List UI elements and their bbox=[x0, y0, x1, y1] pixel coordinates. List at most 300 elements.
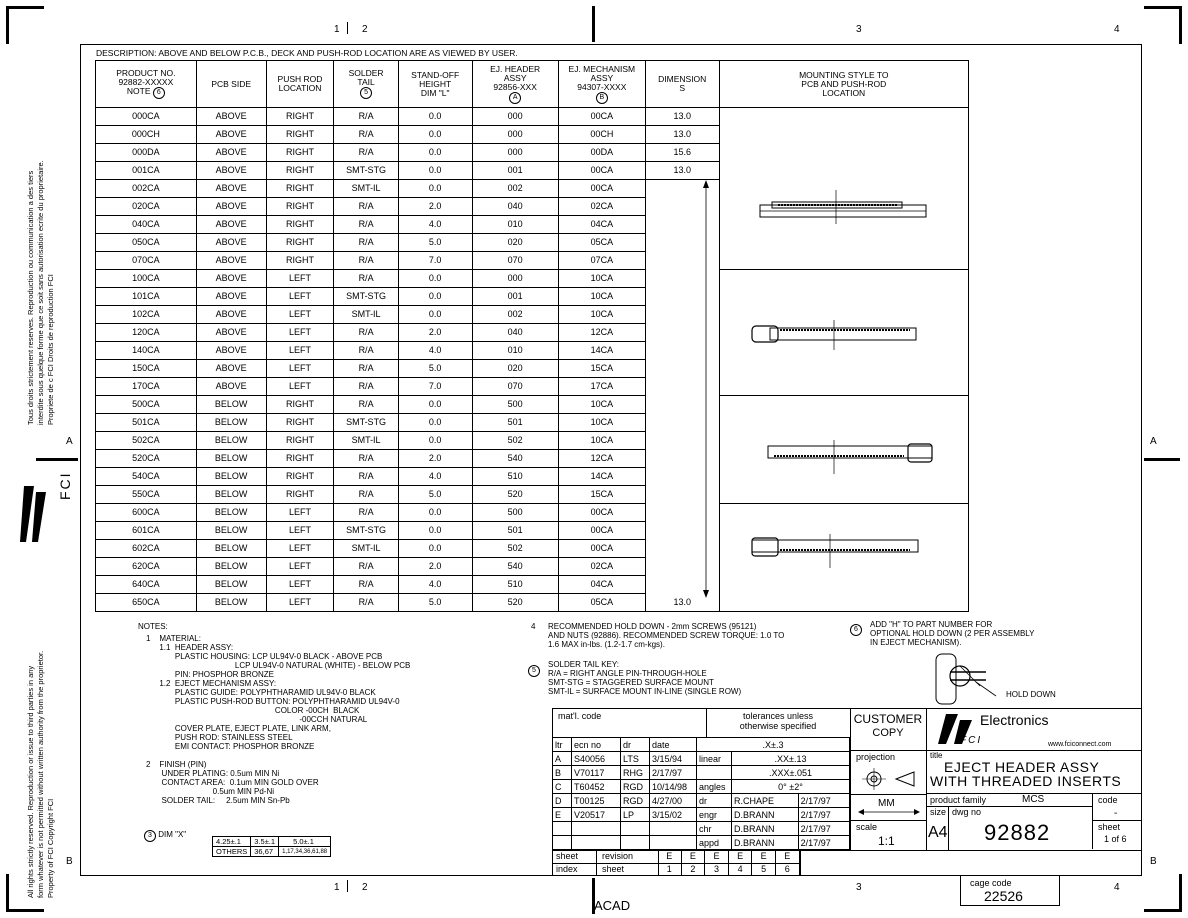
description: DESCRIPTION: ABOVE AND BELOW P.C.B., DECK AND PUSH-ROD LOCATION ARE AS VIEWED BY USER. bbox=[96, 48, 518, 58]
zone-label: B bbox=[66, 856, 73, 867]
table-cell: RIGHT bbox=[266, 198, 334, 216]
table-cell: 020 bbox=[472, 360, 558, 378]
size-label: size bbox=[930, 807, 947, 817]
table-cell: 170CA bbox=[96, 378, 197, 396]
zone-label: 3 bbox=[856, 24, 862, 35]
table-cell: R/A bbox=[334, 126, 398, 144]
col-product-no: PRODUCT NO. 92882-XXXXX NOTE 6 bbox=[96, 61, 197, 108]
dim-x-cell: OTHERS bbox=[213, 847, 251, 857]
customer-copy: CUSTOMER COPY bbox=[853, 712, 923, 739]
table-cell: ABOVE bbox=[196, 306, 266, 324]
table-cell: 02CA bbox=[558, 198, 645, 216]
table-cell: 07CA bbox=[558, 252, 645, 270]
table-cell: 04CA bbox=[558, 576, 645, 594]
note-mark: A bbox=[509, 92, 521, 104]
table-cell: RIGHT bbox=[266, 126, 334, 144]
table-cell: 00CA bbox=[558, 180, 645, 198]
notes-left bbox=[146, 634, 410, 805]
code-value: - bbox=[1114, 808, 1118, 819]
table-cell: 101CA bbox=[96, 288, 197, 306]
signature-row: chr D.BRANN 2/17/97 bbox=[553, 822, 850, 836]
fci-logo-icon bbox=[20, 484, 50, 544]
table-cell: 540 bbox=[472, 558, 558, 576]
table-cell: 000CH bbox=[96, 126, 197, 144]
company-logo-text: FCI bbox=[960, 735, 983, 746]
zone-label: 1 bbox=[334, 24, 340, 35]
note-3-label: DIM "X" bbox=[158, 830, 187, 839]
table-cell: 070 bbox=[472, 252, 558, 270]
table-cell: 05CA bbox=[558, 594, 645, 612]
table-cell: SMT-IL bbox=[334, 432, 398, 450]
table-cell: SMT-IL bbox=[334, 180, 398, 198]
table-cell: 0.0 bbox=[398, 306, 472, 324]
table-cell: 00CA bbox=[558, 108, 645, 126]
dim-x-cell: 36,67 bbox=[251, 847, 279, 857]
note-line: PLASTIC PUSH-ROD BUTTON: POLYPHTHARAMID UL94V-0 bbox=[146, 697, 400, 706]
table-row bbox=[96, 396, 969, 414]
zone-label: 3 bbox=[856, 882, 862, 893]
table-cell: BELOW bbox=[196, 468, 266, 486]
copyright-french: Tous droits strictement reserves. Reproduction ou communication a des tiers interdite sous quelque forme que ce soit sans autorisation ecrite du proprietaire. Propriete de c FCI Droits de reproduction FCI bbox=[26, 160, 55, 425]
table-cell: 12CA bbox=[558, 450, 645, 468]
rev-header: dr bbox=[621, 738, 650, 752]
notes-title: NOTES: bbox=[138, 622, 168, 631]
table-cell: R/A bbox=[334, 450, 398, 468]
table-cell: R/A bbox=[334, 108, 398, 126]
zone-divider bbox=[347, 22, 348, 34]
dimension-cell: 13.0 bbox=[645, 108, 719, 126]
table-cell: 2.0 bbox=[398, 450, 472, 468]
rev-header: ltr bbox=[553, 738, 572, 752]
table-cell: 001CA bbox=[96, 162, 197, 180]
table-cell: 040CA bbox=[96, 216, 197, 234]
table-cell: RIGHT bbox=[266, 450, 334, 468]
zone-label: 1 bbox=[334, 882, 340, 893]
sheet-label: sheet bbox=[1098, 822, 1121, 832]
sheet-num: 6 bbox=[776, 864, 800, 876]
dim-x-cell: 3.5±.1 bbox=[251, 837, 279, 847]
table-header-row bbox=[96, 61, 969, 108]
note-mark: 6 bbox=[153, 87, 165, 99]
table-cell: 05CA bbox=[558, 234, 645, 252]
table-cell: 010 bbox=[472, 216, 558, 234]
table-cell: ABOVE bbox=[196, 378, 266, 396]
units-arrow-icon bbox=[858, 808, 920, 816]
zone-label: 2 bbox=[362, 882, 368, 893]
table-cell: 600CA bbox=[96, 504, 197, 522]
center-mark bbox=[592, 6, 595, 42]
crop-mark bbox=[1179, 6, 1182, 44]
table-cell: 5.0 bbox=[398, 594, 472, 612]
sheet-rev: E bbox=[752, 851, 776, 864]
table-cell: ABOVE bbox=[196, 252, 266, 270]
revision-row: E V20517 LP 3/15/02 engr D.BRANN 2/17/97 bbox=[553, 808, 850, 822]
sheet-num: 4 bbox=[729, 864, 753, 876]
col-ej-mechanism: EJ. MECHANISM ASSY 94307-XXXX B bbox=[558, 61, 645, 108]
table-cell: RIGHT bbox=[266, 234, 334, 252]
center-mark bbox=[36, 458, 78, 461]
table-cell: SMT-IL bbox=[334, 306, 398, 324]
table-cell: 17CA bbox=[558, 378, 645, 396]
company-name: Electronics bbox=[980, 712, 1049, 728]
table-cell: 14CA bbox=[558, 342, 645, 360]
zone-label: 4 bbox=[1114, 882, 1120, 893]
matl-code-label: mat'l. code bbox=[558, 711, 602, 721]
dim-x-cell: 4.25±.1 bbox=[213, 837, 251, 847]
col-pcb-side: PCB SIDE bbox=[196, 61, 266, 108]
table-cell: 00CA bbox=[558, 162, 645, 180]
crop-mark bbox=[1144, 6, 1182, 9]
revision-row: B V70117 RHG 2/17/97 .XXX±.051 bbox=[553, 766, 850, 780]
sheet-index-label: sheet bbox=[556, 851, 579, 861]
table-cell: R/A bbox=[334, 342, 398, 360]
table-cell: ABOVE bbox=[196, 198, 266, 216]
table-cell: SMT-STG bbox=[334, 288, 398, 306]
table-cell: 00DA bbox=[558, 144, 645, 162]
note-line: PLASTIC GUIDE: POLYPHTHARAMID UL94V-0 BLACK bbox=[146, 688, 376, 697]
revision-header-row bbox=[553, 738, 850, 752]
table-cell: 04CA bbox=[558, 216, 645, 234]
dimension-arrow bbox=[700, 180, 712, 598]
table-cell: RIGHT bbox=[266, 396, 334, 414]
table-cell: 550CA bbox=[96, 486, 197, 504]
note-line: 1.2 EJECT MECHANISM ASSY: bbox=[146, 679, 277, 688]
table-cell: 120CA bbox=[96, 324, 197, 342]
mounting-style-cell bbox=[719, 108, 968, 270]
zone-label: A bbox=[1150, 436, 1157, 447]
table-cell: 0.0 bbox=[398, 396, 472, 414]
table-cell: R/A bbox=[334, 252, 398, 270]
table-cell: R/A bbox=[334, 198, 398, 216]
tol-x: .X±.3 bbox=[697, 738, 850, 752]
sheet-rev: E bbox=[682, 851, 706, 864]
table-cell: BELOW bbox=[196, 432, 266, 450]
note-line: PLASTIC HOUSING: LCP UL94V-0 BLACK - ABOVE PCB bbox=[146, 652, 383, 661]
sheet-rev: E bbox=[729, 851, 753, 864]
acad-label: ACAD bbox=[594, 898, 631, 913]
crop-mark bbox=[1179, 874, 1182, 912]
table-cell: ABOVE bbox=[196, 108, 266, 126]
size-value: A4 bbox=[928, 824, 948, 841]
tolerances-label: tolerances unless otherwise specified bbox=[739, 711, 817, 731]
table-cell: 00CA bbox=[558, 540, 645, 558]
table-row bbox=[96, 108, 969, 126]
table-cell: 0.0 bbox=[398, 414, 472, 432]
table-cell: LEFT bbox=[266, 306, 334, 324]
table-cell: 10CA bbox=[558, 270, 645, 288]
table-cell: LEFT bbox=[266, 522, 334, 540]
col-mounting: MOUNTING STYLE TO PCB AND PUSH-ROD LOCATION bbox=[719, 61, 968, 108]
cage-code-label: cage code bbox=[970, 878, 1012, 888]
table-cell: 10CA bbox=[558, 288, 645, 306]
table-cell: LEFT bbox=[266, 576, 334, 594]
table-cell: 4.0 bbox=[398, 216, 472, 234]
table-cell: RIGHT bbox=[266, 216, 334, 234]
table-cell: 000DA bbox=[96, 144, 197, 162]
note-line bbox=[146, 751, 410, 760]
table-cell: R/A bbox=[334, 486, 398, 504]
center-mark bbox=[1144, 458, 1180, 461]
crop-mark bbox=[6, 909, 44, 912]
dim-x-table bbox=[212, 836, 331, 857]
table-cell: 040 bbox=[472, 198, 558, 216]
table-cell: 10CA bbox=[558, 414, 645, 432]
note-6: ADD "H" TO PART NUMBER FOR OPTIONAL HOLD DOWN (2 PER ASSEMBLY IN EJECT MECHANISM). bbox=[870, 620, 1035, 647]
crop-mark bbox=[6, 6, 44, 9]
note-line: UNDER PLATING: 0.5um MIN Ni bbox=[146, 769, 280, 778]
table-cell: 0.0 bbox=[398, 126, 472, 144]
table-cell: 0.0 bbox=[398, 504, 472, 522]
scale-label: scale bbox=[856, 822, 878, 832]
revision-row: A S40056 LTS 3/15/94 linear .XX±.13 bbox=[553, 752, 850, 766]
dimension-cell: 13.0 bbox=[645, 594, 719, 612]
sheet-index-label: revision bbox=[602, 851, 634, 861]
table-cell: ABOVE bbox=[196, 144, 266, 162]
table-cell: BELOW bbox=[196, 576, 266, 594]
dwg-no-label: dwg no bbox=[952, 807, 982, 817]
note-line: 1.1 HEADER ASSY: bbox=[146, 643, 234, 652]
table-cell: 0.0 bbox=[398, 162, 472, 180]
note-line: LCP UL94V-0 NATURAL (WHITE) - BELOW PCB bbox=[146, 661, 411, 670]
table-cell: ABOVE bbox=[196, 126, 266, 144]
table-cell: RIGHT bbox=[266, 252, 334, 270]
table-cell: 501CA bbox=[96, 414, 197, 432]
table-cell: 002 bbox=[472, 180, 558, 198]
sheet-rev: E bbox=[658, 851, 682, 864]
copyright-english: All rights strictly reserved. Reproduction or issue to third parties in any form whatever is not permitted without written authority from the proprietor. Property of FCI Copyright FCI bbox=[26, 650, 55, 898]
drawing-title: EJECT HEADER ASSY WITH THREADED INSERTS bbox=[930, 759, 1122, 789]
table-cell: 0.0 bbox=[398, 270, 472, 288]
table-cell: LEFT bbox=[266, 270, 334, 288]
table-cell: 5.0 bbox=[398, 360, 472, 378]
table-cell: 000 bbox=[472, 270, 558, 288]
table-cell: R/A bbox=[334, 144, 398, 162]
table-cell: LEFT bbox=[266, 594, 334, 612]
signature-row: appd D.BRANN 2/17/97 bbox=[553, 836, 850, 850]
table-cell: LEFT bbox=[266, 324, 334, 342]
table-cell: 140CA bbox=[96, 342, 197, 360]
table-cell: 000CA bbox=[96, 108, 197, 126]
table-cell: 500CA bbox=[96, 396, 197, 414]
table-cell: 070 bbox=[472, 378, 558, 396]
crop-mark bbox=[1144, 909, 1182, 912]
note-5: SOLDER TAIL KEY: R/A = RIGHT ANGLE PIN-THROUGH-HOLE SMT-STG = STAGGERED SURFACE MOUNT SMT-IL = SURFACE MOUNT IN-LINE (SINGLE ROW) bbox=[548, 660, 742, 696]
sheet-num: 5 bbox=[752, 864, 776, 876]
table-cell: 640CA bbox=[96, 576, 197, 594]
zone-label: 4 bbox=[1114, 24, 1120, 35]
table-cell: R/A bbox=[334, 558, 398, 576]
mounting-style-drawing bbox=[758, 190, 930, 224]
col-push-rod: PUSH ROD LOCATION bbox=[266, 61, 334, 108]
table-cell: BELOW bbox=[196, 396, 266, 414]
sheet-num: 1 bbox=[658, 864, 682, 876]
note-5-mark bbox=[528, 659, 540, 677]
zone-label: 2 bbox=[362, 24, 368, 35]
note-mark: 3 bbox=[144, 830, 156, 842]
table-cell: SMT-IL bbox=[334, 540, 398, 558]
table-cell: BELOW bbox=[196, 414, 266, 432]
table-cell: BELOW bbox=[196, 504, 266, 522]
table-cell: 02CA bbox=[558, 558, 645, 576]
sheet-rev: E bbox=[776, 851, 800, 864]
table-cell: 4.0 bbox=[398, 468, 472, 486]
table-cell: R/A bbox=[334, 396, 398, 414]
website: www.fciconnect.com bbox=[1048, 741, 1112, 748]
table-cell: RIGHT bbox=[266, 414, 334, 432]
dimension-cell: 13.0 bbox=[645, 162, 719, 180]
table-cell: 000 bbox=[472, 144, 558, 162]
table-cell: 0.0 bbox=[398, 144, 472, 162]
table-cell: 070CA bbox=[96, 252, 197, 270]
table-cell: 0.0 bbox=[398, 288, 472, 306]
dimension-cell: 13.0 bbox=[645, 126, 719, 144]
table-cell: 4.0 bbox=[398, 576, 472, 594]
hold-down-drawing bbox=[930, 652, 1000, 708]
mounting-style-drawing bbox=[750, 534, 922, 568]
projection-symbol-icon bbox=[862, 768, 920, 790]
table-cell: 020CA bbox=[96, 198, 197, 216]
table-cell: BELOW bbox=[196, 450, 266, 468]
table-cell: LEFT bbox=[266, 342, 334, 360]
table-cell: BELOW bbox=[196, 540, 266, 558]
table-cell: LEFT bbox=[266, 360, 334, 378]
table-cell: BELOW bbox=[196, 522, 266, 540]
table-cell: BELOW bbox=[196, 486, 266, 504]
table-cell: R/A bbox=[334, 216, 398, 234]
table-cell: 10CA bbox=[558, 396, 645, 414]
table-cell: BELOW bbox=[196, 594, 266, 612]
table-cell: ABOVE bbox=[196, 360, 266, 378]
table-cell: R/A bbox=[334, 594, 398, 612]
table-row bbox=[96, 270, 969, 288]
mounting-style-drawing bbox=[764, 440, 936, 474]
note-line: 0.5um MIN Pd-Ni bbox=[146, 787, 275, 796]
table-cell: 002 bbox=[472, 306, 558, 324]
dim-x-cell: 1,17,34,36,61,88 bbox=[279, 847, 331, 857]
sheet-value: 1 of 6 bbox=[1104, 834, 1127, 844]
table-cell: 0.0 bbox=[398, 540, 472, 558]
table-cell: ABOVE bbox=[196, 342, 266, 360]
note-line: COLOR -00CH BLACK bbox=[146, 706, 360, 715]
table-cell: ABOVE bbox=[196, 180, 266, 198]
table-cell: BELOW bbox=[196, 558, 266, 576]
cage-code: 22526 bbox=[984, 888, 1023, 904]
units: MM bbox=[878, 798, 895, 809]
crop-mark bbox=[6, 6, 9, 44]
note-6-mark bbox=[850, 618, 862, 636]
table-cell: R/A bbox=[334, 576, 398, 594]
table-cell: R/A bbox=[334, 468, 398, 486]
dimension-cell: 15.6 bbox=[645, 144, 719, 162]
table-cell: 5.0 bbox=[398, 234, 472, 252]
note-mark: B bbox=[596, 92, 608, 104]
table-cell: 010 bbox=[472, 342, 558, 360]
table-cell: RIGHT bbox=[266, 144, 334, 162]
table-cell: R/A bbox=[334, 270, 398, 288]
projection-label: projection bbox=[856, 752, 896, 762]
table-cell: SMT-STG bbox=[334, 414, 398, 432]
zone-label: A bbox=[66, 436, 73, 447]
table-cell: ABOVE bbox=[196, 216, 266, 234]
table-cell: 050CA bbox=[96, 234, 197, 252]
title-label: title bbox=[930, 751, 943, 760]
table-cell: RIGHT bbox=[266, 468, 334, 486]
code-label: code bbox=[1098, 795, 1118, 805]
table-cell: LEFT bbox=[266, 504, 334, 522]
table-cell: 00CH bbox=[558, 126, 645, 144]
note-mark: 5 bbox=[528, 665, 540, 677]
table-cell: SMT-STG bbox=[334, 162, 398, 180]
sheet-rev: E bbox=[705, 851, 729, 864]
table-cell: 502 bbox=[472, 540, 558, 558]
fci-logo-text: FCI bbox=[57, 471, 73, 500]
sheet-num: 3 bbox=[705, 864, 729, 876]
table-cell: 0.0 bbox=[398, 180, 472, 198]
table-cell: R/A bbox=[334, 324, 398, 342]
table-cell: 501 bbox=[472, 522, 558, 540]
table-cell: RIGHT bbox=[266, 162, 334, 180]
table-cell: 4.0 bbox=[398, 342, 472, 360]
note-line: -00CCH NATURAL bbox=[146, 715, 368, 724]
table-cell: R/A bbox=[334, 234, 398, 252]
note-line: COVER PLATE, EJECT PLATE, LINK ARM, bbox=[146, 724, 331, 733]
note-mark: 6 bbox=[850, 624, 862, 636]
table-cell: LEFT bbox=[266, 558, 334, 576]
note-3 bbox=[144, 830, 186, 842]
table-cell: 2.0 bbox=[398, 324, 472, 342]
table-cell: 7.0 bbox=[398, 378, 472, 396]
table-cell: 020 bbox=[472, 234, 558, 252]
table-cell: ABOVE bbox=[196, 288, 266, 306]
mounting-style-drawing bbox=[750, 320, 922, 350]
table-cell: 2.0 bbox=[398, 558, 472, 576]
col-solder-tail: SOLDER TAIL 5 bbox=[334, 61, 398, 108]
table-cell: 5.0 bbox=[398, 486, 472, 504]
table-cell: 000 bbox=[472, 108, 558, 126]
zone-label: B bbox=[1150, 856, 1157, 867]
note-4-number: 4 bbox=[531, 622, 536, 631]
table-cell: 15CA bbox=[558, 486, 645, 504]
note-4: RECOMMENDED HOLD DOWN - 2mm SCREWS (95121) AND NUTS (92886). RECOMMENDED SCREW TORQUE: 1.0 TO 1.6 MAX in-lbs. (1.2-1.7 cm-kgs). bbox=[548, 622, 785, 649]
table-cell: 500 bbox=[472, 396, 558, 414]
table-cell: 502 bbox=[472, 432, 558, 450]
rev-header: ecn no bbox=[572, 738, 621, 752]
table-cell: 540 bbox=[472, 450, 558, 468]
table-row bbox=[96, 504, 969, 522]
table-cell: 620CA bbox=[96, 558, 197, 576]
table-cell: 10CA bbox=[558, 306, 645, 324]
table-cell: 0.0 bbox=[398, 432, 472, 450]
table-cell: 001 bbox=[472, 288, 558, 306]
table-cell: 0.0 bbox=[398, 522, 472, 540]
rev-header: date bbox=[650, 738, 697, 752]
table-cell: LEFT bbox=[266, 378, 334, 396]
table-cell: 10CA bbox=[558, 432, 645, 450]
revision-table bbox=[552, 737, 850, 850]
table-cell: RIGHT bbox=[266, 432, 334, 450]
table-cell: R/A bbox=[334, 378, 398, 396]
sheet-num: 2 bbox=[682, 864, 706, 876]
revision-row: D T00125 RGD 4/27/00 dr R.CHAPE 2/17/97 bbox=[553, 794, 850, 808]
product-family-label: product family bbox=[930, 795, 987, 805]
table-cell: 00CA bbox=[558, 504, 645, 522]
note-line: 1 MATERIAL: bbox=[146, 634, 201, 643]
table-cell: 100CA bbox=[96, 270, 197, 288]
table-cell: 501 bbox=[472, 414, 558, 432]
dim-x-cell: 5.0±.1 bbox=[279, 837, 331, 847]
scale-value: 1:1 bbox=[878, 834, 895, 848]
table-cell: SMT-STG bbox=[334, 522, 398, 540]
